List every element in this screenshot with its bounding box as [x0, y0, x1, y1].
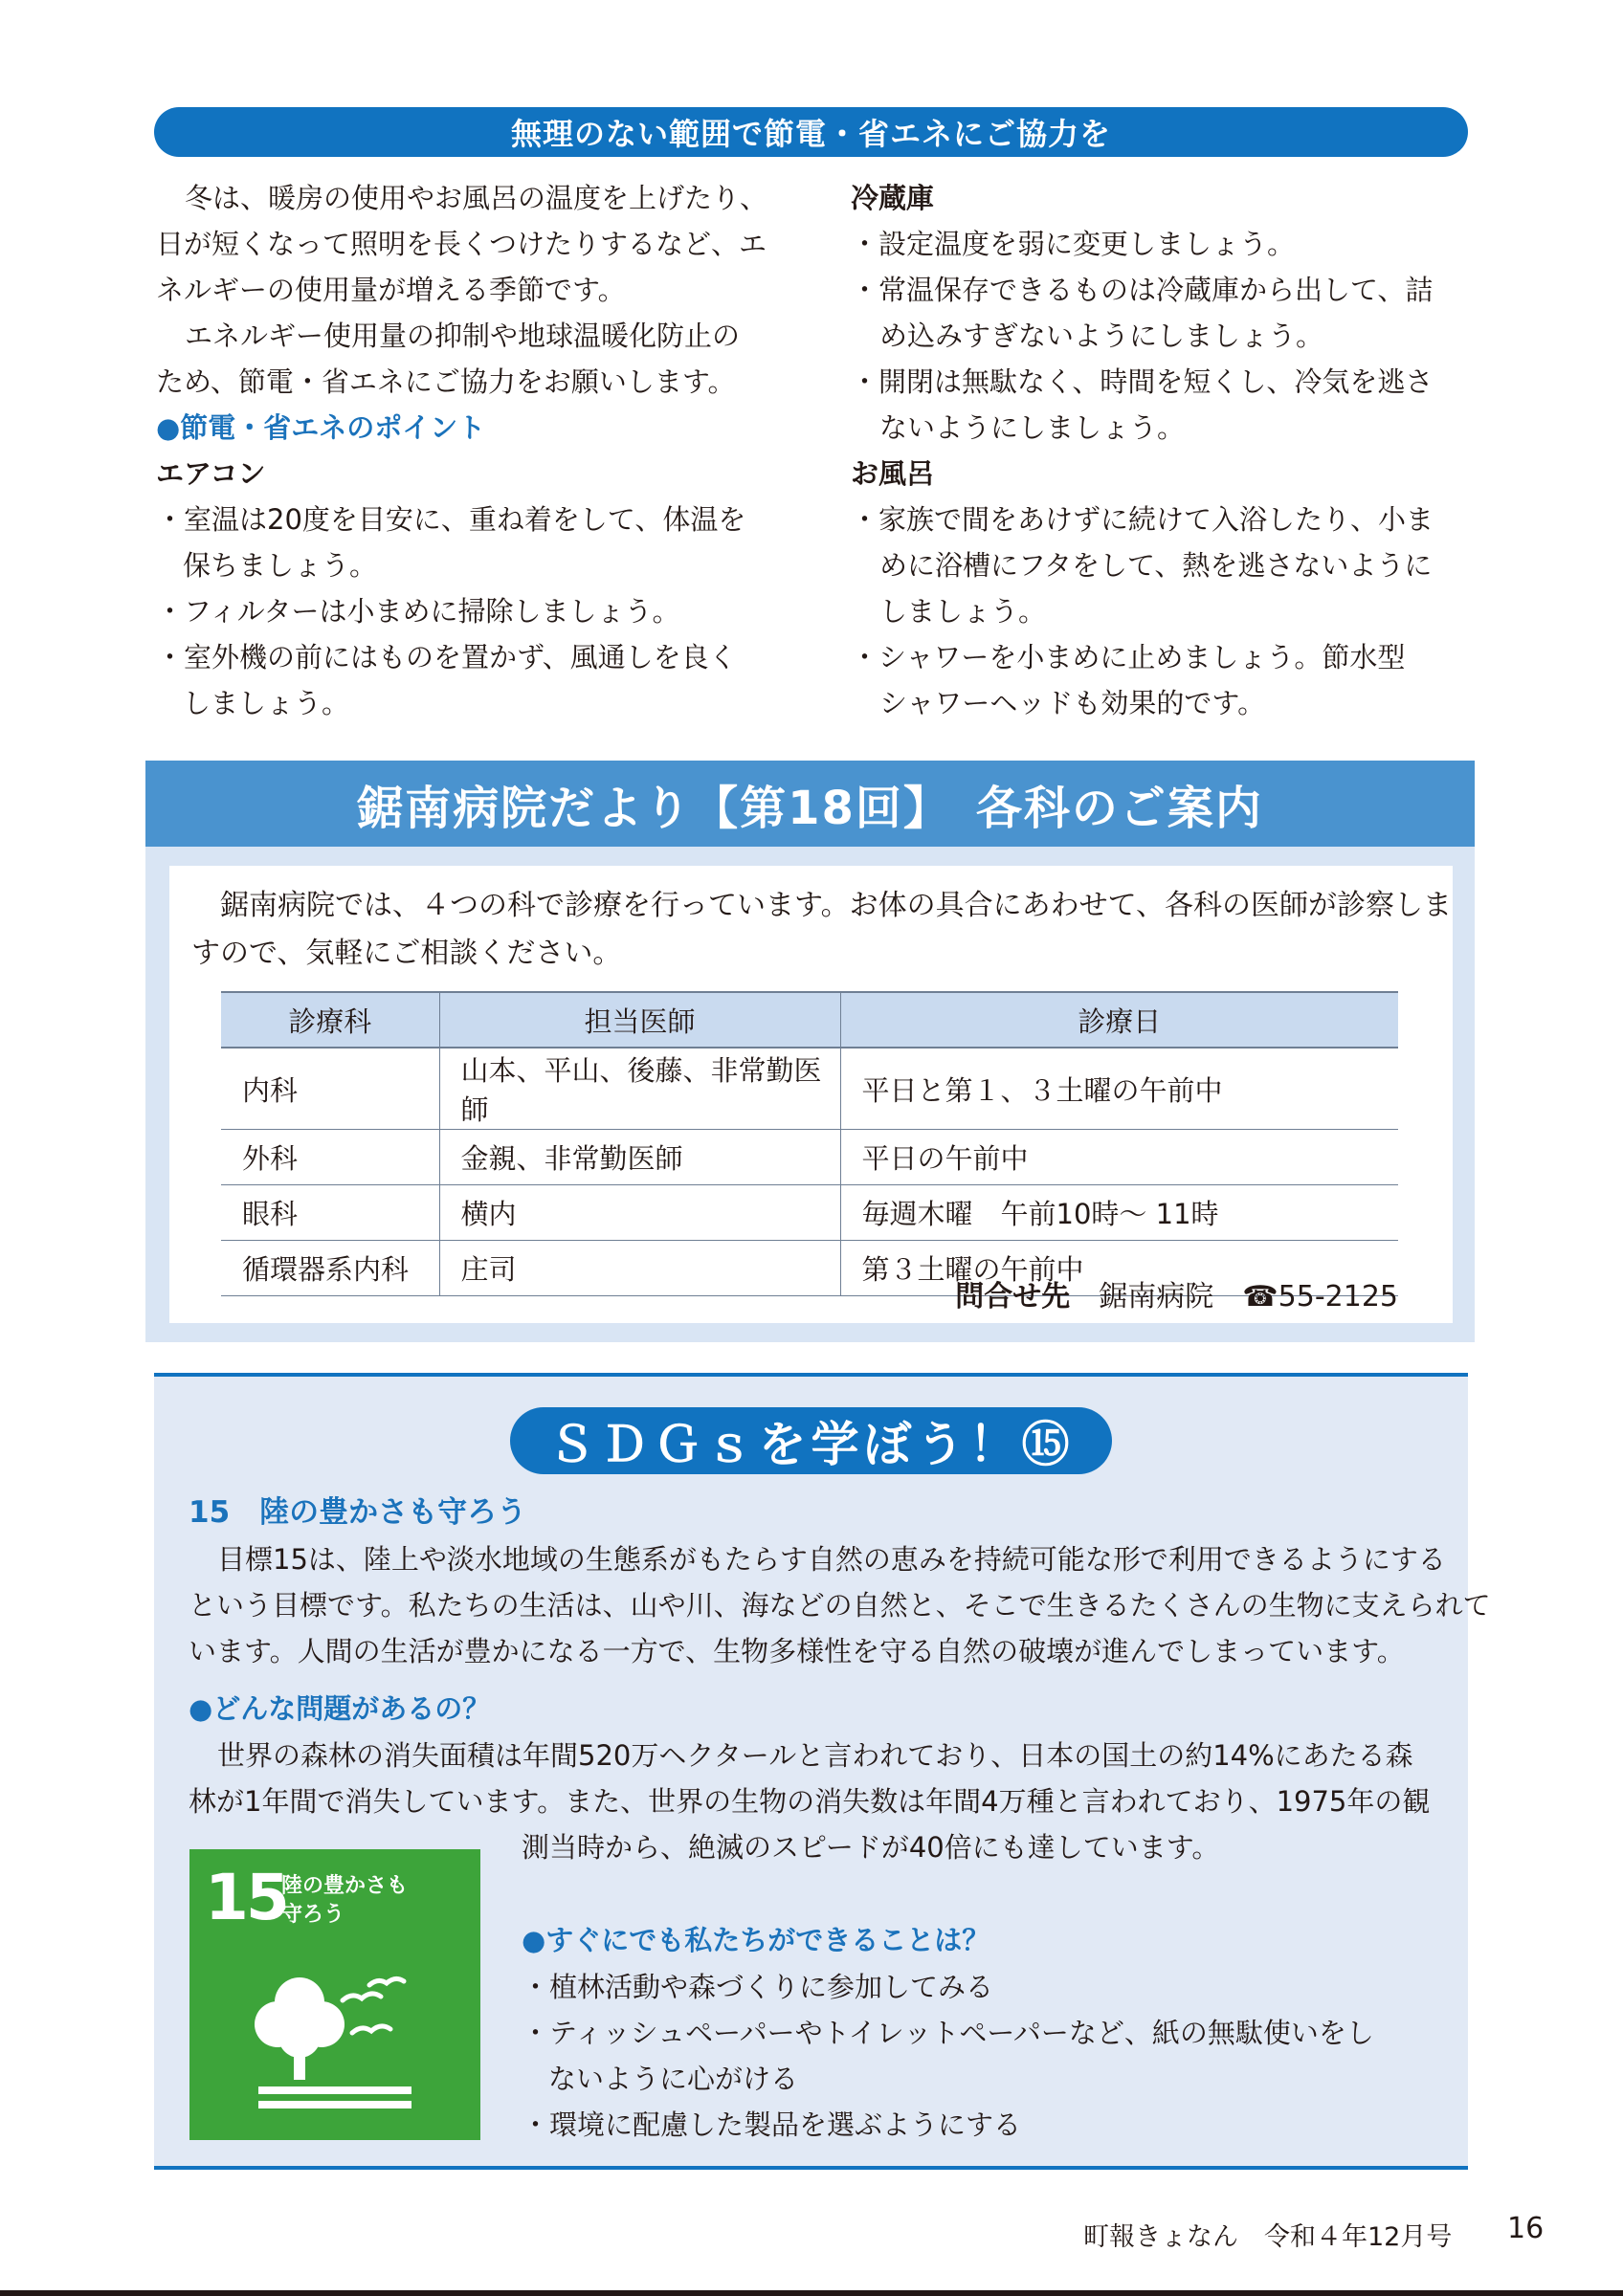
energy-section-title: 無理のない範囲で節電・省エネにご協力を — [154, 107, 1468, 157]
hospital-intro-line: 鋸南病院では、４つの科で診療を行っています。お体の具合にあわせて、各科の医師が診察しま — [220, 889, 1452, 922]
list-item: めに浴槽にフタをして、熱を逃さないように — [879, 549, 1433, 582]
list-item: シャワーヘッドも効果的です。 — [879, 687, 1266, 719]
table-header-row — [221, 992, 1398, 1048]
logo-text-line: 守ろう — [281, 1903, 345, 1927]
sdg-goal-heading: 15 陸の豊かさも守ろう — [189, 1495, 527, 1530]
bath-heading: お風呂 — [851, 457, 935, 490]
list-item: ・家族で間をあけずに続けて入浴したり、小ま — [851, 503, 1434, 536]
energy-intro-line: ため、節電・省エネにご協力をお願いします。 — [156, 365, 736, 398]
publication-footer: 町報きょなん 令和４年12月号 — [1083, 2222, 1453, 2252]
logo-text-line: 陸の豊かさも — [281, 1874, 409, 1898]
energy-points-heading: ●節電・省エネのポイント — [156, 411, 486, 444]
list-item: ・室温は20度を目安に、重ね着をして、体温を — [156, 503, 746, 536]
bottom-rule — [0, 2290, 1623, 2296]
sdg-bottom-rule — [154, 2166, 1468, 2170]
table-row — [221, 1130, 1398, 1185]
energy-intro-line: 冬は、暖房の使用やお風呂の温度を上げたり、 — [185, 182, 768, 214]
table-cell: 循環器系内科 — [221, 1241, 439, 1296]
hospital-contact — [955, 1272, 1398, 1314]
list-item: しましょう。 — [183, 687, 350, 719]
sdg-problem-line: 林が1年間で消失しています。また、世界の生物の消失数は年間4万種と言われており、1975年の観 — [189, 1785, 1431, 1818]
table-header-cell: 診療日 — [840, 992, 1398, 1048]
sdg-section-title: ＳＤＧｓを学ぼう！⑮ — [510, 1407, 1112, 1474]
energy-intro-line: エネルギー使用量の抑制や地球温暖化防止の — [185, 320, 741, 352]
table-cell: 山本、平山、後藤、非常勤医師 — [439, 1048, 840, 1130]
contact-label: 問合せ先 — [955, 1280, 1071, 1314]
list-item: ・植林活動や森づくりに参加してみる — [522, 1971, 994, 2003]
table-row — [221, 1048, 1398, 1130]
table-cell: 平日と第１、３土曜の午前中 — [840, 1048, 1398, 1130]
list-item: ・フィルターは小まめに掃除しましょう。 — [156, 595, 680, 628]
table-cell: 毎週木曜 午前10時～ 11時 — [840, 1185, 1398, 1241]
list-item: ・室外機の前にはものを置かず、風通しを良く — [156, 641, 737, 673]
table-header-cell: 担当医師 — [439, 992, 840, 1048]
tree-birds-icon — [189, 1849, 480, 2140]
list-item: 保ちましょう。 — [183, 549, 378, 582]
table-row — [221, 1185, 1398, 1241]
sdg-problem-line: 測当時から、絶滅のスピードが40倍にも達しています。 — [522, 1831, 1220, 1864]
sdg-problem-line: 世界の森林の消失面積は年間520万ヘクタールと言われており、日本の国土の約14%にあたる森 — [217, 1739, 1413, 1772]
sdg-problem-heading: ●どんな問題があるの？ — [189, 1692, 491, 1725]
table-cell: 金親、非常勤医師 — [439, 1130, 840, 1185]
list-item: ないようにしましょう。 — [879, 411, 1186, 444]
aircon-heading: エアコン — [156, 457, 266, 490]
table-cell: 外科 — [221, 1130, 439, 1185]
sdg-action-heading: ●すぐにでも私たちができることは？ — [522, 1924, 990, 1956]
sdg-intro-line: います。人間の生活が豊かになる一方で、生物多様性を守る自然の破壊が進んでしまっています。 — [189, 1635, 1405, 1667]
hospital-section-title: 鋸南病院だより【第18回】 各科のご案内 — [145, 761, 1475, 847]
logo-number: 15 — [205, 1861, 287, 1934]
hospital-intro-line: すので、気軽にご相談ください。 — [191, 937, 622, 970]
energy-intro-line: ネルギーの使用量が増える季節です。 — [156, 274, 626, 306]
list-item: め込みすぎないようにしましょう。 — [879, 320, 1324, 352]
table-header-cell: 診療科 — [221, 992, 439, 1048]
list-item: ・ティッシュペーパーやトイレットペーパーなど、紙の無駄使いをし — [522, 2017, 1374, 2049]
department-table — [221, 991, 1398, 1296]
table-cell: 平日の午前中 — [840, 1130, 1398, 1185]
list-item: ・設定温度を弱に変更しましょう。 — [851, 228, 1296, 260]
table-cell: 庄司 — [439, 1241, 840, 1296]
contact-phone: ☎55-2125 — [1242, 1280, 1398, 1314]
sdg-intro-line: という目標です。私たちの生活は、山や川、海などの自然と、そこで生きるたくさんの生物に支えられて — [189, 1589, 1491, 1622]
table-cell: 横内 — [439, 1185, 840, 1241]
list-item: ・シャワーを小まめに止めましょう。節水型 — [851, 641, 1406, 673]
list-item: ・常温保存できるものは冷蔵庫から出して、詰 — [851, 274, 1434, 306]
list-item: しましょう。 — [879, 595, 1047, 628]
sdg-15-logo — [189, 1849, 480, 2140]
sdg-intro-line: 目標15は、陸上や淡水地域の生態系がもたらす自然の恵みを持続可能な形で利用できるようにする — [217, 1543, 1446, 1576]
list-item: ・環境に配慮した製品を選ぶようにする — [522, 2108, 1022, 2141]
table-cell: 内科 — [221, 1048, 439, 1130]
table-cell: 眼科 — [221, 1185, 439, 1241]
list-item: ないように心がける — [548, 2063, 799, 2095]
contact-name: 鋸南病院 — [1099, 1280, 1214, 1314]
energy-intro-line: 日が短くなって照明を長くつけたりするなど、エ — [156, 228, 767, 260]
list-item: ・開閉は無駄なく、時間を短くし、冷気を逃さ — [851, 365, 1434, 398]
fridge-heading: 冷蔵庫 — [851, 182, 935, 214]
table-cell: 第３土曜の午前中 — [840, 1241, 1398, 1296]
page-number: 16 — [1507, 2212, 1545, 2245]
